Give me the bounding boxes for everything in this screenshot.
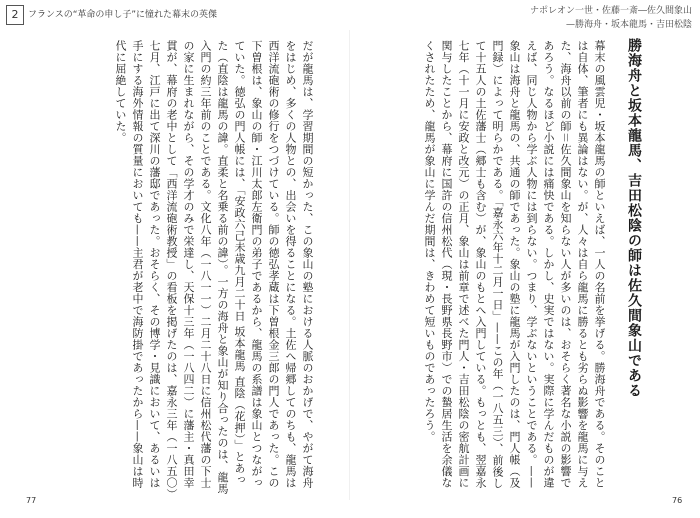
section-heading: 勝海舟と坂本龍馬、吉田松陰の師は佐久間象山である	[626, 38, 642, 398]
running-head-line-1: ナポレオン一世・佐藤一斎―佐久間象山	[529, 6, 692, 16]
page-header	[0, 0, 700, 30]
chapter-title: フランスの“革命の申し子”に憧れた幕末の英傑	[28, 10, 218, 20]
right-page-number: 76	[672, 496, 683, 505]
running-head	[530, 4, 692, 32]
gutter-divider	[349, 30, 350, 500]
left-page-number: 77	[26, 496, 37, 505]
chapter-number: 2	[6, 5, 24, 25]
right-page-body: 幕末の風雲児・坂本龍馬の師といえば、一人の名前を挙げる。勝海舟である。そのことは自体、筆者にも異論はない。が、人々は自ら龍馬に勝るとも劣らぬ影響を龍馬に与えた、海舟以前の師＝佐久間象山を知らない人が多いのは、おそらく著名な小説の影響であろう。なるほど小説には痛快である。しかし、史実ではない。実際に学んだものが違えば、同じ人物から学ぶ人物には到らない。つまり、学ぶないということである。——象山は海舟と龍馬の、共通の師であった。象山の塾に龍馬が入門したのは、門人帳（及門録）によって明らかである。「嘉永六年十二月一日」——この年（一八五三）、前後して十五人の土佐藩士（郷士も含む）が、象山のもとへ入門している。もっとも、翌嘉永七年（十一月に安政と改元）の正月、象山は前章で述べた門人・吉田松陰の密航計画に関与したことから、幕府に国許の信州松代（現・長野県長野市）での蟄居生活を余儀なくされたため、龍馬が象山に学んだ期間は、きわめて短いものであったろう。	[423, 40, 606, 489]
left-page-body: だが龍馬は、学習期間の短かった、この象山の塾における人脈のおかげで、やがて海舟をはじめ、多くの人物との、出会いを得ることになる。土佐へ帰郷してのちも、龍馬は西洋流砲術の修行をつづけている。師の徳弘孝蔵は下曽根金三郎の門人であった。この下曽根は、象山の師・江川太郎左衛門の弟子であるから、龍馬の系譜は象山とつながっていた。徳弘の門人帳には、「安政六己未歳九月二十日 坂本龍馬 直陰（花押）」とあった（直陰は龍馬の諱。直柔と名乗る前の諱）。一方の海舟と象山が知り合ったのは、龍馬入門の約三年前のことである。文化八年（一八一一）二月二十八日に信州松代藩の下士の家に生まれながら、その学才のみで栄達し、天保十三年（一八四二）に藩主・真田幸貫が、幕府の老中として「西洋流砲術教授」の看板を掲げたのは、嘉永三年（一八五〇）七月、江戸に出て深川の藩邸であった。おそらく、その博学・見識において、あるいは手にする海外情報の質量においても——主君が老中で海防掛であったから——象山は時代に屈絶していた。	[114, 40, 314, 495]
running-head-line-2: —勝海舟・坂本龍馬・吉田松陰	[565, 20, 692, 30]
